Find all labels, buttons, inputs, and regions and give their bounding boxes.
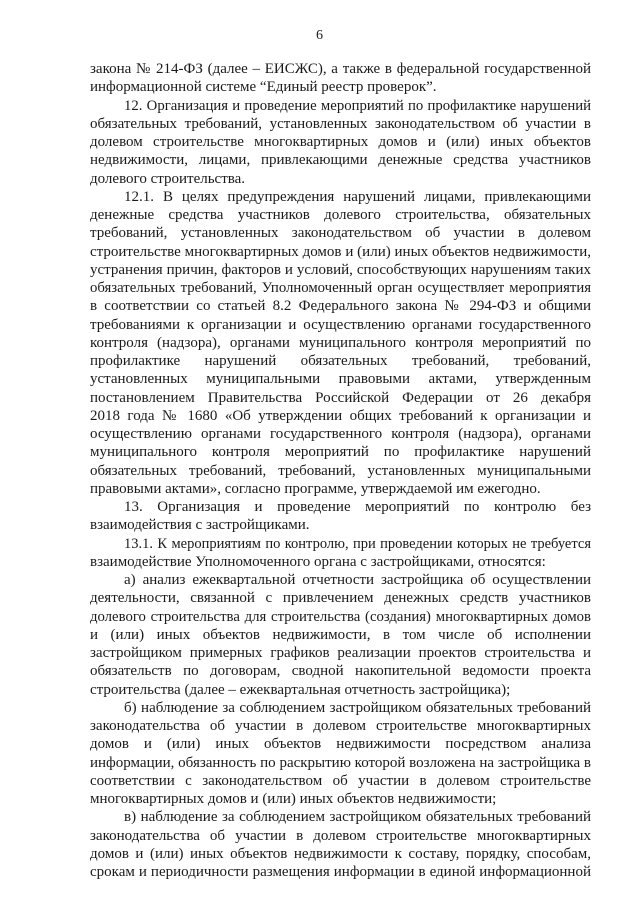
text-line: требованиями к организации и осуществлению органами государственного (90, 316, 591, 333)
text-line: законодательства об участии в долевом строительстве многоквартирных (90, 827, 591, 844)
text-line: и (или) иных объектов недвижимости, в том числе об исполнении (90, 626, 591, 643)
text-line: муниципального контроля мероприятий по профилактике нарушений (90, 444, 591, 461)
text-line: соответствии с законодательством об участии в долевом строительстве (90, 772, 591, 789)
text-line: долевого строительства. (90, 170, 246, 187)
text-line: домов и (или) иных объектов недвижимости посредством анализа (90, 736, 591, 753)
text-line: контроля (надзора), органами муниципального контроля мероприятий по (90, 334, 591, 351)
text-line: осуществлению органами государственного контроля (надзора), органами (90, 426, 591, 442)
text-line: законодательства об участии в долевом строительстве многоквартирных (90, 718, 591, 734)
text-line: долевого строительства для строительства (создания) многоквартирных домов (90, 608, 591, 625)
text-line: правовыми актами», согласно программе, утверждаемой им ежегодно. (90, 480, 541, 497)
text-line: взаимодействие Уполномоченного органа с застройщиками, относятся: (90, 553, 546, 570)
text-line: информации, обязанность по раскрытию которой возложена на застройщика в (90, 754, 591, 771)
text-line: требований, установленных законодательством об участии в долевом (90, 225, 591, 242)
document-body (90, 60, 591, 881)
text-line: недвижимости, лицами, привлекающими денежные средства участников (90, 152, 591, 169)
text-line: обязательных требований, установленных законодательством об участии в (90, 115, 591, 132)
text-line: информационной системе “Единый реестр проверок”. (90, 79, 437, 96)
text-line: 12. Организация и проведение мероприятий по профилактике нарушений (124, 97, 591, 114)
text-line: устранения причин, факторов и условий, способствующих нарушениям таких (90, 261, 591, 278)
text-line: обязательств по договорам, сводной накопительной ведомости проекта (90, 663, 591, 680)
text-line: строительстве многоквартирных домов и (или) иных объектов недвижимости, (90, 243, 591, 260)
text-line: многоквартирных домов и (или) иных объектов недвижимости; (90, 791, 497, 807)
page-number: 6 (316, 28, 323, 43)
text-line: а) анализ ежеквартальной отчетности застройщика об осуществлении (124, 572, 591, 588)
text-line: в соответствии со статьей 8.2 Федерального закона № 294-ФЗ и общими (90, 298, 591, 315)
text-line: 13. Организация и проведение мероприятий по контролю без (124, 499, 591, 515)
text-line: в) наблюдение за соблюдением застройщиком обязательных требований (124, 809, 591, 826)
text-line: деятельности, связанной с привлечением денежных средств участников (90, 590, 591, 607)
text-line: взаимодействия с застройщиками. (90, 517, 310, 534)
text-line: 12.1. В целях предупреждения нарушений лицами, привлекающими (124, 188, 591, 205)
text-line: 13.1. К мероприятиям по контролю, при проведении которых не требуется (124, 535, 591, 552)
text-line: обязательных требований, Уполномоченный орган осуществляет мероприятия (90, 280, 591, 296)
text-line: денежные средства участников долевого строительства, обязательных (90, 207, 591, 223)
text-line: домов и (или) иных объектов недвижимости к составу, порядку, способам, (90, 845, 591, 862)
text-line: долевом строительстве многоквартирных домов и (или) иных объектов (90, 134, 591, 150)
text-line: срокам и периодичности размещения информации в единой информационной (90, 864, 591, 880)
text-line: б) наблюдение за соблюдением застройщиком обязательных требований (124, 699, 591, 716)
text-line: обязательных требований, требований, установленных муниципальными (90, 462, 591, 479)
text-line: закона № 214-ФЗ (далее – ЕИСЖС), а также в федеральной государственной (90, 61, 591, 77)
text-line: застройщиком примерных графиков реализации проектов строительства и (90, 645, 591, 661)
text-line: 2018 года № 1680 «Об утверждении общих требований к организации и (90, 407, 591, 424)
text-line: постановлением Правительства Российской Федерации от 26 декабря (90, 389, 591, 406)
text-line: строительства (далее – ежеквартальная отчетность застройщика); (90, 681, 511, 698)
text-line: установленных муниципальными правовыми актами, утвержденным (90, 371, 591, 388)
text-line: профилактике нарушений обязательных требований, требований, (90, 353, 591, 369)
